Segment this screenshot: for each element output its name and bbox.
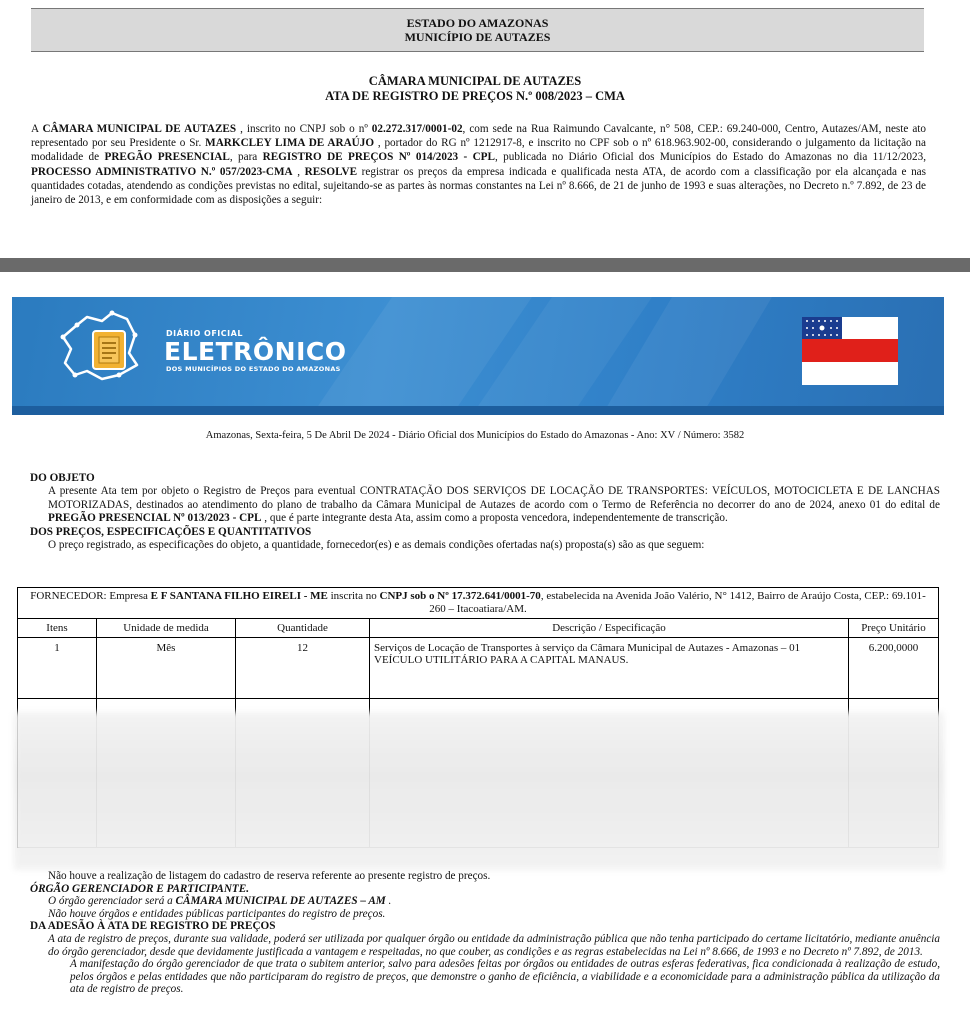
- precos-text: O preço registrado, as especificações do objeto, a quantidade, fornecedor(es) e as demais condições ofertadas na(s) proposta(s) são as que seguem:: [48, 539, 705, 552]
- supplier-row: [18, 588, 939, 619]
- precos-heading: DOS PREÇOS, ESPECIFICAÇÕES E QUANTITATIVOS: [30, 525, 312, 538]
- header-itens: Itens: [18, 619, 97, 638]
- adesao-paragraph-1: A ata de registro de preços, durante sua validade, poderá ser utilizada por qualquer órgão ou entidade da administração pública que não tenha participado do certame licitatório, mediante anuência do órgão gerenciador, desde que devidamente justificada a vantagem e respeitadas, no que couber, as condições e as regras estabelecidas na Lei nº 8.666, de 1993 e no Decreto nº 7.892, de 2013.: [48, 932, 940, 958]
- orgao-heading: ÓRGÃO GERENCIADOR E PARTICIPANTE.: [30, 882, 250, 895]
- banner-subtitle: DOS MUNICÍPIOS DO ESTADO DO AMAZONAS: [166, 365, 341, 373]
- remaining-sections: [30, 870, 940, 996]
- header-unidade: Unidade de medida: [97, 619, 236, 638]
- header-quantidade: Quantidade: [236, 619, 370, 638]
- state-name: ESTADO DO AMAZONAS: [406, 16, 549, 30]
- cell-preco: 6.200,0000: [849, 638, 939, 699]
- objeto-heading: DO OBJETO: [30, 472, 95, 484]
- current-page: [0, 272, 970, 1024]
- objeto-text: A presente Ata tem por objeto o Registro de Preços para eventual CONTRATAÇÃO DOS SERVIÇOS DE LOCAÇÃO DE TRANSPORTES: VEÍCULOS, MOTOCICLETA E DE LANCHAS MOTORIZADAS, destinados ao atendimento do plano de trabalho da Câmara Municipal de Autazes de acordo com o Termo de Referência no decorrer do ano de 2024, anexo 01 do edital de PREGÃO PRESENCIAL Nº 013/2023 - CPL , que é parte integrante desta Ata, assim como a proposta vencedora, independentemente de transcrição.: [48, 485, 940, 525]
- previous-page: [0, 0, 970, 258]
- adesao-paragraph-2: A manifestação do órgão gerenciador de que trata o subitem anterior, salvo para adesões feitas por órgãos ou entidades de outras esferas federativas, fica condicionada à realização de estudo, pelos órgãos e pelas entidades que não participaram do registro de preços, que demonstre o ganho de eficiência, a viabilidade e a economicidade para a administração pública da utilização da ata de registro de preços.: [70, 958, 940, 996]
- state-header: [31, 8, 924, 52]
- orgao-participantes-text: Não houve órgãos e entidades públicas participantes do registro de preços.: [48, 907, 386, 920]
- objeto-section: [30, 472, 940, 552]
- table-row: [18, 638, 939, 699]
- chamber-name: CÂMARA MUNICIPAL DE AUTAZES: [368, 74, 582, 88]
- banner-small-title: DIÁRIO OFICIAL: [166, 329, 243, 338]
- header-preco: Preço Unitário: [849, 619, 939, 638]
- diario-oficial-banner: [12, 297, 944, 415]
- ata-number: ATA DE REGISTRO DE PREÇOS N.º 008/2023 – CMA: [325, 89, 625, 103]
- document-title: [0, 74, 950, 104]
- cell-descricao: Serviços de Locação de Transportes à serviço da Câmara Municipal de Autazes - Amazonas – 01 VEÍCULO UTILITÁRIO PARA A CAPITAL MANAUS.: [370, 638, 849, 699]
- intro-paragraph: A CÂMARA MUNICIPAL DE AUTAZES , inscrito no CNPJ sob o nº 02.272.317/0001-02, com sede na Rua Raimundo Cavalcante, n° 508, CEP.: 69.240-000, Centro, Autazes/AM, neste ato representado por seu Presidente o Sr. MARKCLEY LIMA DE ARAÚJO , portador do RG nº 1212917-8, e inscrito no CPF sob o nº 618.963.902-00, considerando o julgamento da licitação na modalidade de PREGÃO PRESENCIAL, para REGISTRO DE PREÇOS Nº 014/2023 - CPL, publicada no Diário Oficial dos Municípios do Estado do Amazonas no dia 11/12/2023, PROCESSO ADMINISTRATIVO N.º 057/2023-CMA , RESOLVE registrar os preços da empresa indicada e qualificada nesta ATA, de acordo com a classificação por ela alcançada e nas quantidades cotadas, atendendo as condições previstas no edital, sujeitando-se as partes às normas constantes na Lei nº 8.666, de 21 de junho de 1993 e suas alterações, no Decreto n.º 7.892, de 23 de janeiro de 2013, e em conformidade com as disposições a seguir:: [31, 123, 927, 207]
- banner-bottom-strip: [12, 406, 944, 415]
- amazonas-flag-icon: [802, 317, 898, 385]
- table-header-row: [18, 619, 939, 638]
- amazonas-map-icon: [57, 305, 157, 385]
- page-separator: [0, 258, 970, 272]
- orgao-gerenciador-text: O órgão gerenciador será a CÂMARA MUNICIPAL DE AUTAZES – AM .: [48, 895, 392, 908]
- cell-unidade: Mês: [97, 638, 236, 699]
- banner-main-title: ELETRÔNICO: [164, 337, 347, 366]
- supplier-info: FORNECEDOR: Empresa E F SANTANA FILHO EIRELI - ME inscrita no CNPJ sob o Nº 17.372.641/0001-70, estabelecida na Avenida João Valério, N° 1412, Bairro de Araújo Costa, CEP.: 69.101-260 – Itacoatiara/AM.: [18, 588, 939, 619]
- adesao-heading: DA ADESÃO À ATA DE REGISTRO DE PREÇOS: [30, 920, 276, 933]
- cell-quantidade: 12: [236, 638, 370, 699]
- redacted-blur-region: [14, 712, 944, 870]
- cadastro-reserva-text: Não houve a realização de listagem do cadastro de reserva referente ao presente registro de preços.: [48, 870, 491, 882]
- edition-dateline: Amazonas, Sexta-feira, 5 De Abril De 2024 - Diário Oficial dos Municípios do Estado do Amazonas - Ano: XV / Número: 3582: [205, 430, 745, 441]
- municipality-name: MUNICÍPIO DE AUTAZES: [404, 30, 551, 44]
- cell-item: 1: [18, 638, 97, 699]
- header-descricao: Descrição / Especificação: [370, 619, 849, 638]
